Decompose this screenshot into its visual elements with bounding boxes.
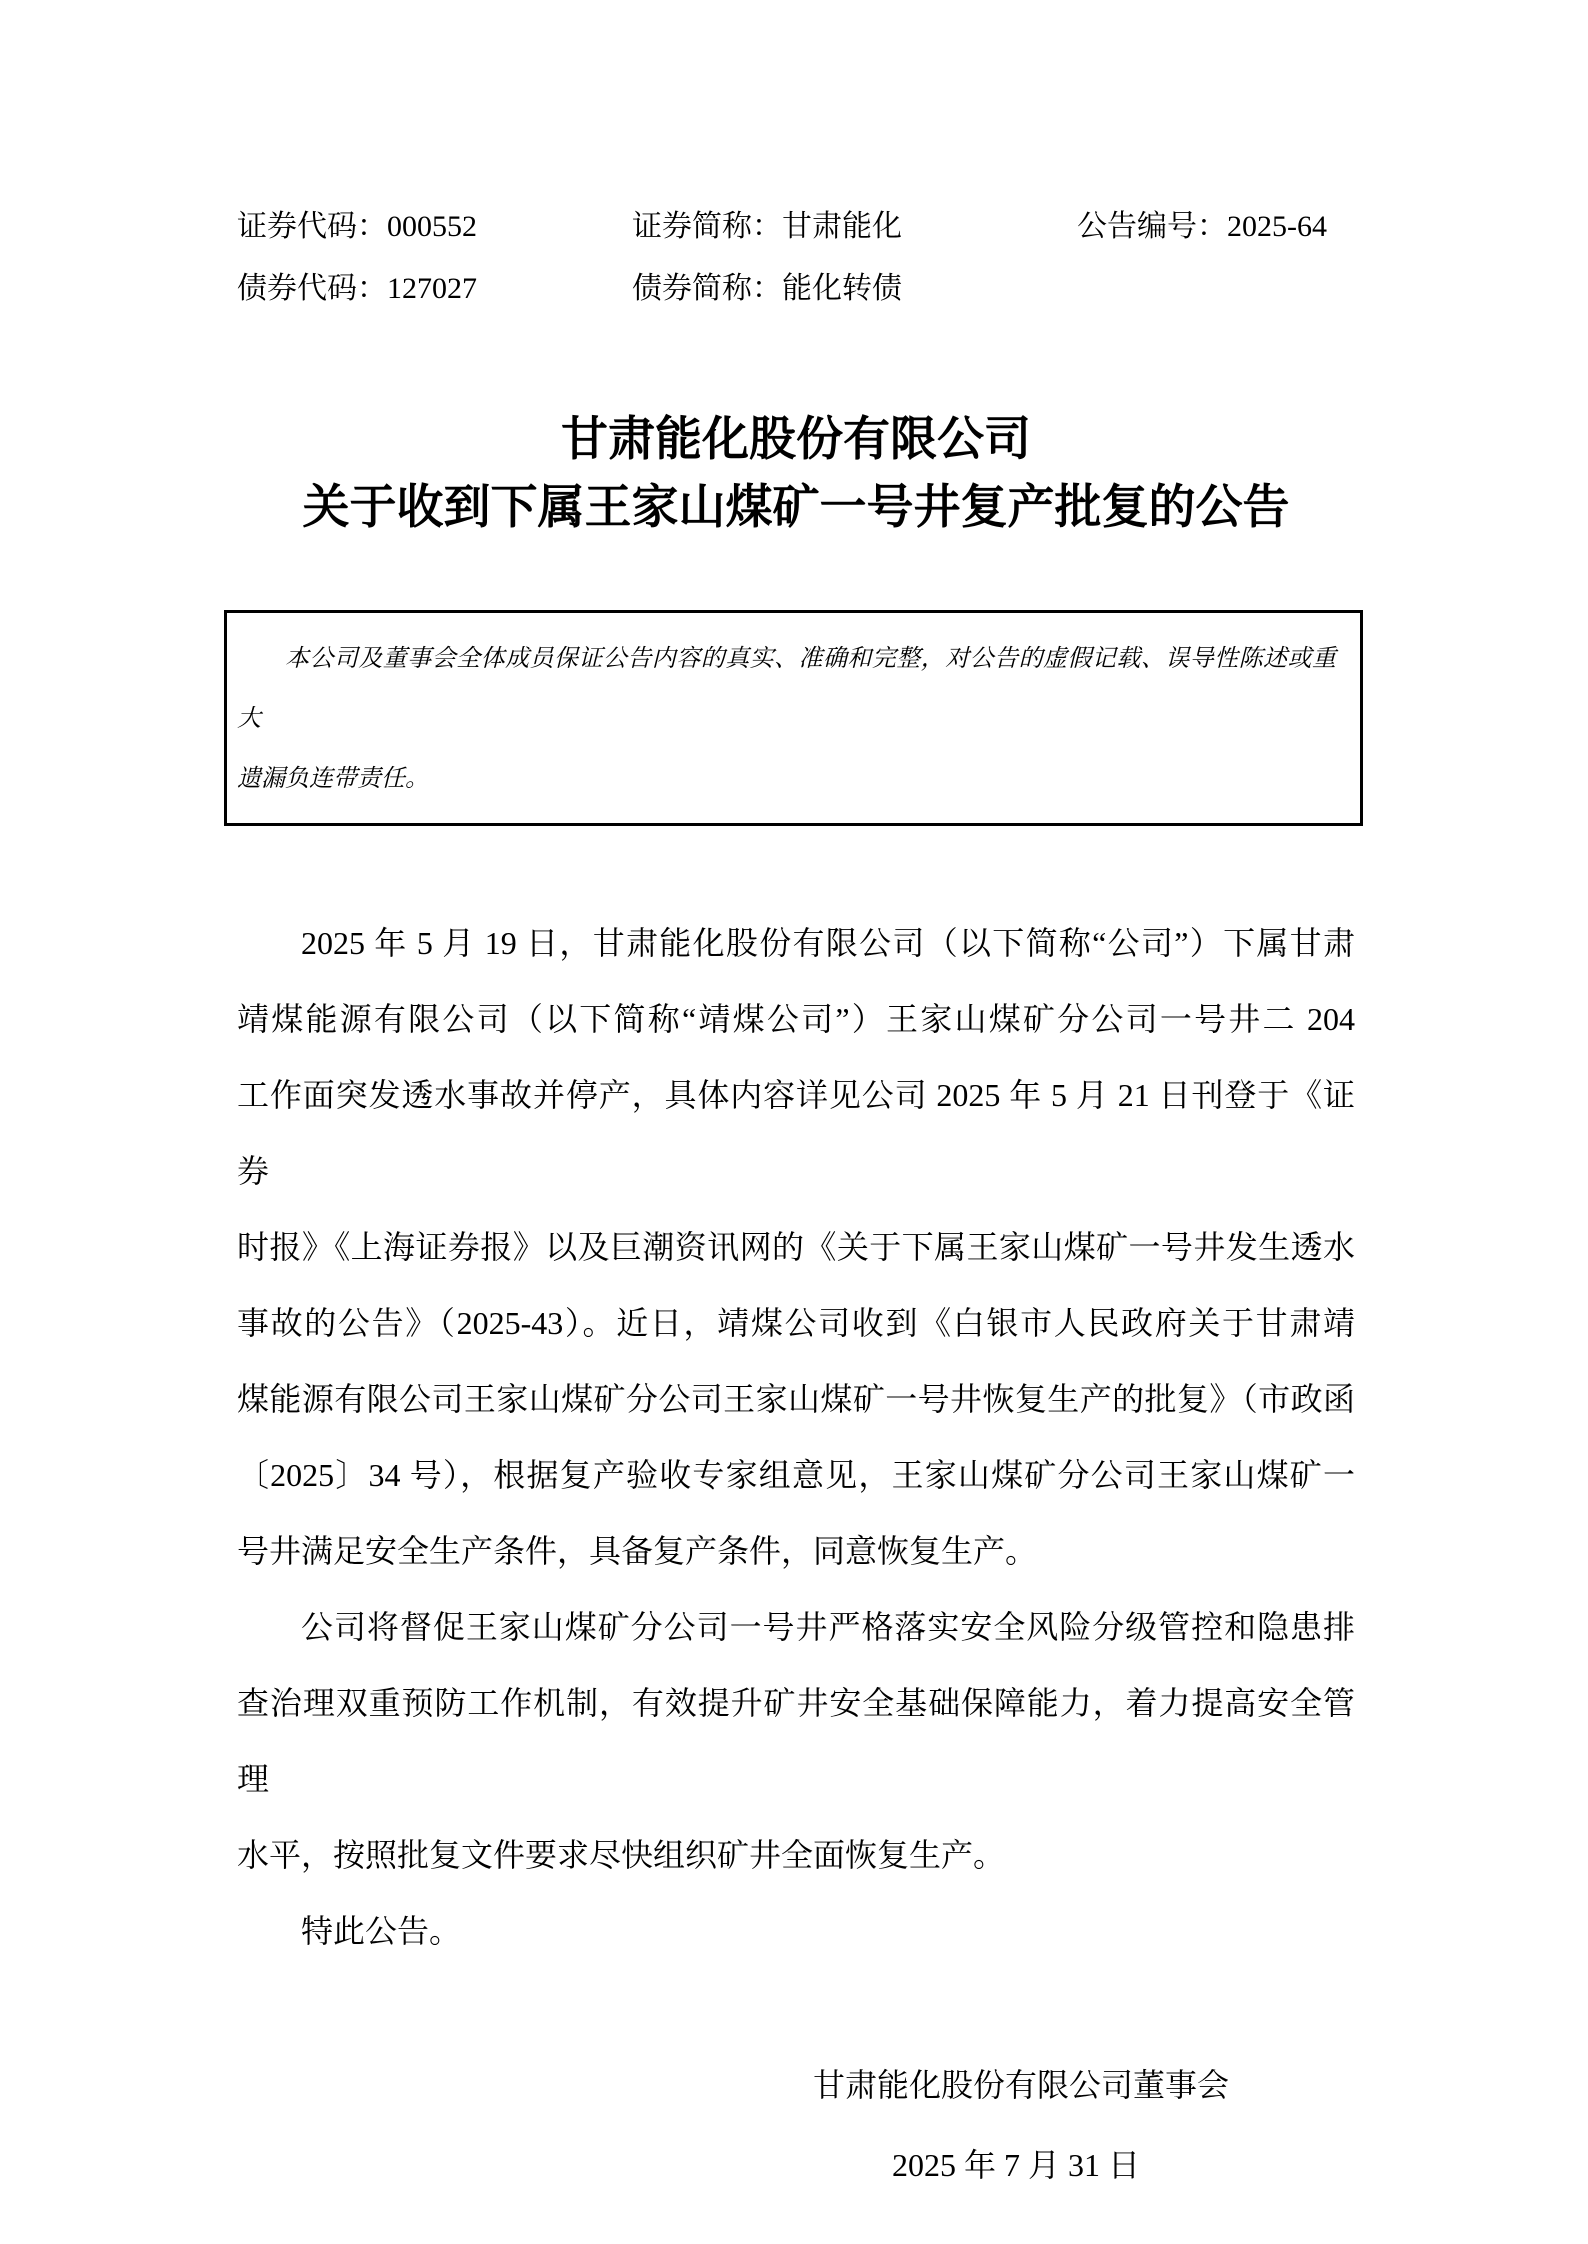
empty-cell (1077, 258, 1355, 320)
securities-info-row-1 (237, 196, 1355, 258)
body-line: 时报》《上海证券报》以及巨潮资讯网的《关于下属王家山煤矿一号井发生透水 (237, 1229, 1355, 1265)
body-line: 煤能源有限公司王家山煤矿分公司王家山煤矿一号井恢复生产的批复》（市政函 (237, 1381, 1355, 1417)
announcement-number: 公告编号：2025-64 (1077, 210, 1327, 243)
body-line: 公司将督促王家山煤矿分公司一号井严格落实安全风险分级管控和隐患排 (301, 1609, 1355, 1645)
disclaimer-line-2: 遗漏负连带责任。 (237, 766, 429, 792)
body-line: 靖煤能源有限公司（以下简称“靖煤公司”）王家山煤矿分公司一号井二 204 (237, 1001, 1355, 1037)
disclaimer-line-1: 本公司及董事会全体成员保证公告内容的真实、准确和完整，对公告的虚假记载、误导性陈述或重大 (237, 646, 1336, 732)
body-line: 水平，按照批复文件要求尽快组织矿井全面恢复生产。 (237, 1837, 1006, 1873)
company-name-title: 甘肃能化股份有限公司 (561, 412, 1031, 465)
body-line: 号井满足安全生产条件，具备复产条件，同意恢复生产。 (237, 1533, 1038, 1569)
signature-date: 2025 年 7 月 31 日 (891, 2147, 1140, 2183)
document-title (237, 405, 1355, 541)
body-line: 〔2025〕34 号），根据复产验收专家组意见，王家山煤矿分公司王家山煤矿一 (237, 1457, 1355, 1493)
body-line: 查治理双重预防工作机制，有效提升矿井安全基础保障能力，着力提高安全管理 (237, 1685, 1355, 1797)
bond-abbr: 债券简称：能化转债 (632, 272, 902, 305)
bond-code: 债券代码：127027 (237, 272, 477, 305)
announcement-body (237, 905, 1355, 1969)
securities-abbr: 证券简称：甘肃能化 (632, 210, 902, 243)
body-line: 2025 年 5 月 19 日，甘肃能化股份有限公司（以下简称“公司”）下属甘肃 (301, 925, 1355, 961)
announcement-subject-title: 关于收到下属王家山煤矿一号井复产批复的公告 (302, 480, 1290, 533)
body-line: 事故的公告》（2025-43）。近日，靖煤公司收到《白银市人民政府关于甘肃靖 (237, 1305, 1355, 1341)
securities-code: 证券代码：000552 (237, 210, 477, 243)
disclaimer-box (224, 610, 1363, 826)
signature-board: 甘肃能化股份有限公司董事会 (812, 2067, 1229, 2103)
securities-info-row-2 (237, 258, 1355, 320)
body-line-closing: 特此公告。 (301, 1913, 462, 1949)
body-line: 工作面突发透水事故并停产，具体内容详见公司 2025 年 5 月 21 日刊登于《证券 (237, 1077, 1355, 1189)
